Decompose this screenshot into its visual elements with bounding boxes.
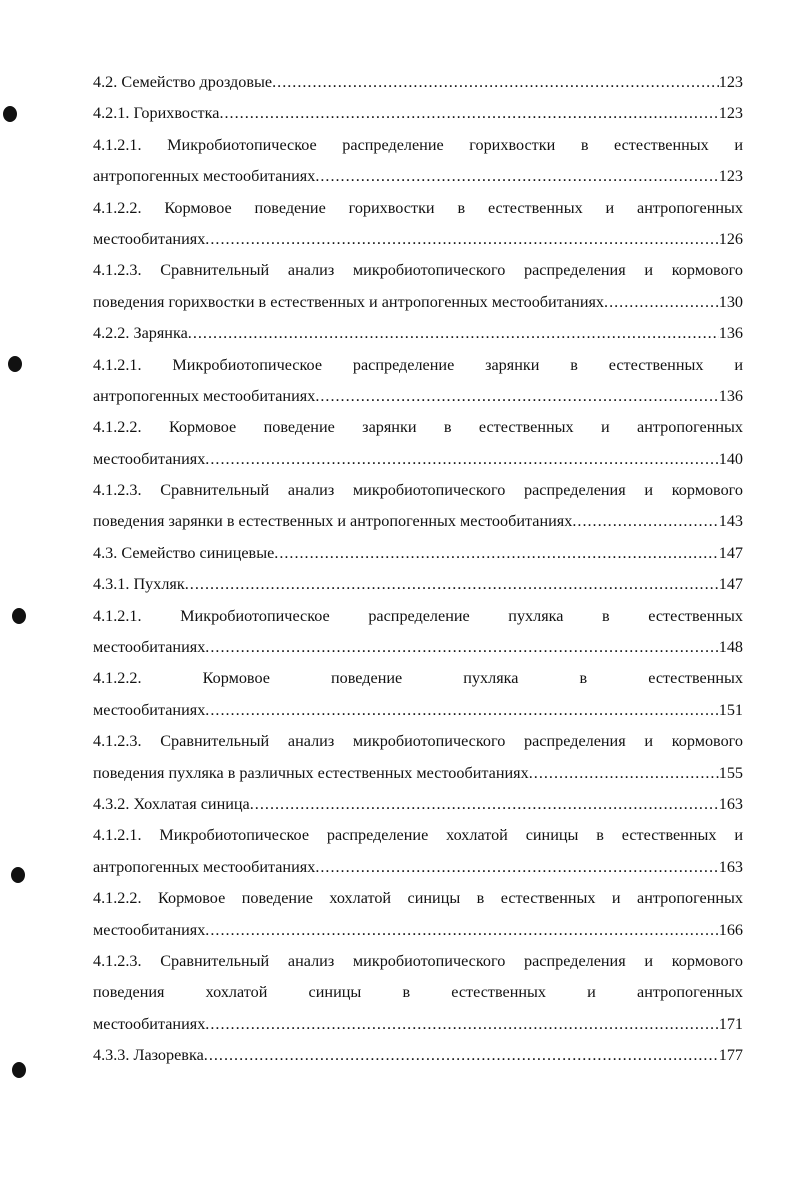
toc-entry-text-line: 4.1.2.2. Кормовое поведение зарянки в естественных и антропогенных	[93, 418, 743, 437]
toc-entry[interactable]	[93, 883, 743, 946]
dot-leader	[315, 161, 718, 192]
toc-entry[interactable]	[93, 820, 743, 883]
dot-leader	[185, 569, 719, 600]
dot-leader	[572, 506, 718, 537]
dot-leader	[204, 1040, 719, 1071]
toc-page-number: 147	[718, 575, 743, 594]
toc-entry-text-line: 4.1.2.3. Сравнительный анализ микробиотопического распределения и кормового	[93, 732, 743, 751]
dot-leader	[205, 915, 718, 946]
binding-hole-mark	[12, 608, 26, 624]
toc-page-number: 126	[718, 229, 743, 248]
dot-leader	[205, 1009, 718, 1040]
toc-page-number: 151	[718, 700, 743, 719]
toc-entry[interactable]	[93, 946, 743, 1040]
toc-entry-line[interactable]	[93, 632, 743, 663]
toc-page-number: 136	[718, 324, 743, 343]
toc-entry-line[interactable]	[93, 915, 743, 946]
toc-entry-title: 4.2.1. Горихвостка	[93, 104, 220, 123]
toc-entry-title: поведения зарянки в естественных и антропогенных местообитаниях	[93, 512, 573, 531]
toc-page-number: 163	[718, 857, 743, 876]
toc-entry-title: 4.3.1. Пухляк	[93, 575, 185, 594]
toc-entry-title: 4.3.3. Лазоревка	[93, 1046, 204, 1065]
toc-entry-title: местообитаниях	[93, 638, 206, 657]
toc-entry-line[interactable]	[93, 224, 743, 255]
dot-leader	[604, 287, 719, 318]
toc-entry[interactable]	[93, 255, 743, 318]
dot-leader	[274, 538, 718, 569]
toc-entry-title: местообитаниях	[93, 700, 206, 719]
toc-entry-title: 4.3. Семейство синицевые	[93, 543, 275, 562]
dot-leader	[529, 758, 719, 789]
toc-page-number: 155	[718, 763, 743, 782]
toc-entry[interactable]	[93, 412, 743, 475]
dot-leader	[205, 632, 718, 663]
dot-leader	[272, 67, 719, 98]
dot-leader	[205, 444, 718, 475]
toc-entry-line[interactable]	[93, 161, 743, 192]
toc-page-number: 163	[718, 794, 743, 813]
toc-entry-title: антропогенных местообитаниях	[93, 167, 316, 186]
toc-entry-line[interactable]	[93, 318, 743, 349]
toc-entry-title: 4.2.2. Зарянка	[93, 324, 188, 343]
toc-entry[interactable]	[93, 726, 743, 789]
toc-entry[interactable]	[93, 130, 743, 193]
toc-entry[interactable]	[93, 538, 743, 569]
binding-hole-mark	[3, 106, 17, 122]
toc-page-number: 123	[718, 104, 743, 123]
toc-entry-title: антропогенных местообитаниях	[93, 857, 316, 876]
binding-hole-mark	[8, 356, 22, 372]
toc-page-number: 130	[718, 292, 743, 311]
toc-entry-text-line: поведения хохлатой синицы в естественных и антропогенных	[93, 983, 743, 1002]
toc-entry[interactable]	[93, 350, 743, 413]
toc-entry-line[interactable]	[93, 1040, 743, 1071]
toc-entry-text-line: 4.1.2.1. Микробиотопическое распределение горихвостки в естественных и	[93, 135, 743, 154]
dot-leader	[205, 224, 718, 255]
toc-entry-title: местообитаниях	[93, 920, 206, 939]
toc-entry-text-line: 4.1.2.2. Кормовое поведение хохлатой синицы в естественных и антропогенных	[93, 889, 743, 908]
toc-entry-title: местообитаниях	[93, 449, 206, 468]
toc-entry-title: 4.3.2. Хохлатая синица	[93, 794, 250, 813]
toc-entry-title: местообитаниях	[93, 229, 206, 248]
toc-entry-line[interactable]	[93, 758, 743, 789]
toc-entry-line[interactable]	[93, 444, 743, 475]
toc-entry-title: поведения пухляка в различных естественных местообитаниях	[93, 763, 529, 782]
toc-entry-text-line: 4.1.2.2. Кормовое поведение горихвостки в естественных и антропогенных	[93, 198, 743, 217]
toc-entry-line[interactable]	[93, 852, 743, 883]
dot-leader	[205, 695, 718, 726]
table-of-contents	[93, 67, 743, 1072]
toc-entry-title: местообитаниях	[93, 1014, 206, 1033]
dot-leader	[315, 381, 718, 412]
toc-entry-text-line: 4.1.2.3. Сравнительный анализ микробиотопического распределения и кормового	[93, 951, 743, 970]
toc-entry-line[interactable]	[93, 98, 743, 129]
toc-entry-title: 4.2. Семейство дроздовые	[93, 73, 273, 91]
dot-leader	[219, 98, 718, 129]
toc-entry-line[interactable]	[93, 569, 743, 600]
toc-entry-text-line: 4.1.2.2. Кормовое поведение пухляка в естественных	[93, 669, 743, 688]
toc-page-number: 148	[718, 638, 743, 657]
toc-page-number: 171	[718, 1014, 743, 1033]
toc-entry-title: поведения горихвостки в естественных и антропогенных местообитаниях	[93, 292, 605, 311]
toc-entry[interactable]	[93, 67, 743, 98]
toc-entry-line[interactable]	[93, 287, 743, 318]
toc-entry[interactable]	[93, 1040, 743, 1071]
toc-entry[interactable]	[93, 193, 743, 256]
toc-entry[interactable]	[93, 318, 743, 349]
toc-entry[interactable]	[93, 663, 743, 726]
toc-entry-text-line: 4.1.2.3. Сравнительный анализ микробиотопического распределения и кормового	[93, 481, 743, 500]
toc-entry-line[interactable]	[93, 67, 743, 98]
toc-page-number: 123	[718, 167, 743, 186]
toc-entry-text-line: 4.1.2.3. Сравнительный анализ микробиотопического распределения и кормового	[93, 261, 743, 280]
toc-page-number: 136	[718, 386, 743, 405]
dot-leader	[315, 852, 718, 883]
toc-entry[interactable]	[93, 569, 743, 600]
toc-entry-text-line: 4.1.2.1. Микробиотопическое распределение пухляка в естественных	[93, 606, 743, 625]
toc-page-number: 166	[718, 920, 743, 939]
toc-page-number: 147	[718, 543, 743, 562]
toc-page-number: 143	[718, 512, 743, 531]
toc-entry-line[interactable]	[93, 1009, 743, 1040]
toc-page-number: 140	[718, 449, 743, 468]
toc-entry[interactable]	[93, 601, 743, 664]
toc-entry-line[interactable]	[93, 695, 743, 726]
toc-entry[interactable]	[93, 475, 743, 538]
toc-page-number: 123	[718, 73, 743, 91]
toc-entry[interactable]	[93, 98, 743, 129]
toc-page-number: 177	[718, 1046, 743, 1065]
toc-entry-title: антропогенных местообитаниях	[93, 386, 316, 405]
toc-entry-line[interactable]	[93, 538, 743, 569]
toc-entry-line[interactable]	[93, 506, 743, 537]
binding-hole-mark	[11, 867, 25, 883]
dot-leader	[188, 318, 719, 349]
dot-leader	[250, 789, 719, 820]
binding-hole-mark	[12, 1062, 26, 1078]
toc-entry-text-line: 4.1.2.1. Микробиотопическое распределение зарянки в естественных и	[93, 355, 743, 374]
toc-entry-line[interactable]	[93, 381, 743, 412]
toc-entry[interactable]	[93, 789, 743, 820]
toc-entry-text-line: 4.1.2.1. Микробиотопическое распределение хохлатой синицы в естественных и	[93, 826, 743, 845]
toc-entry-line[interactable]	[93, 789, 743, 820]
